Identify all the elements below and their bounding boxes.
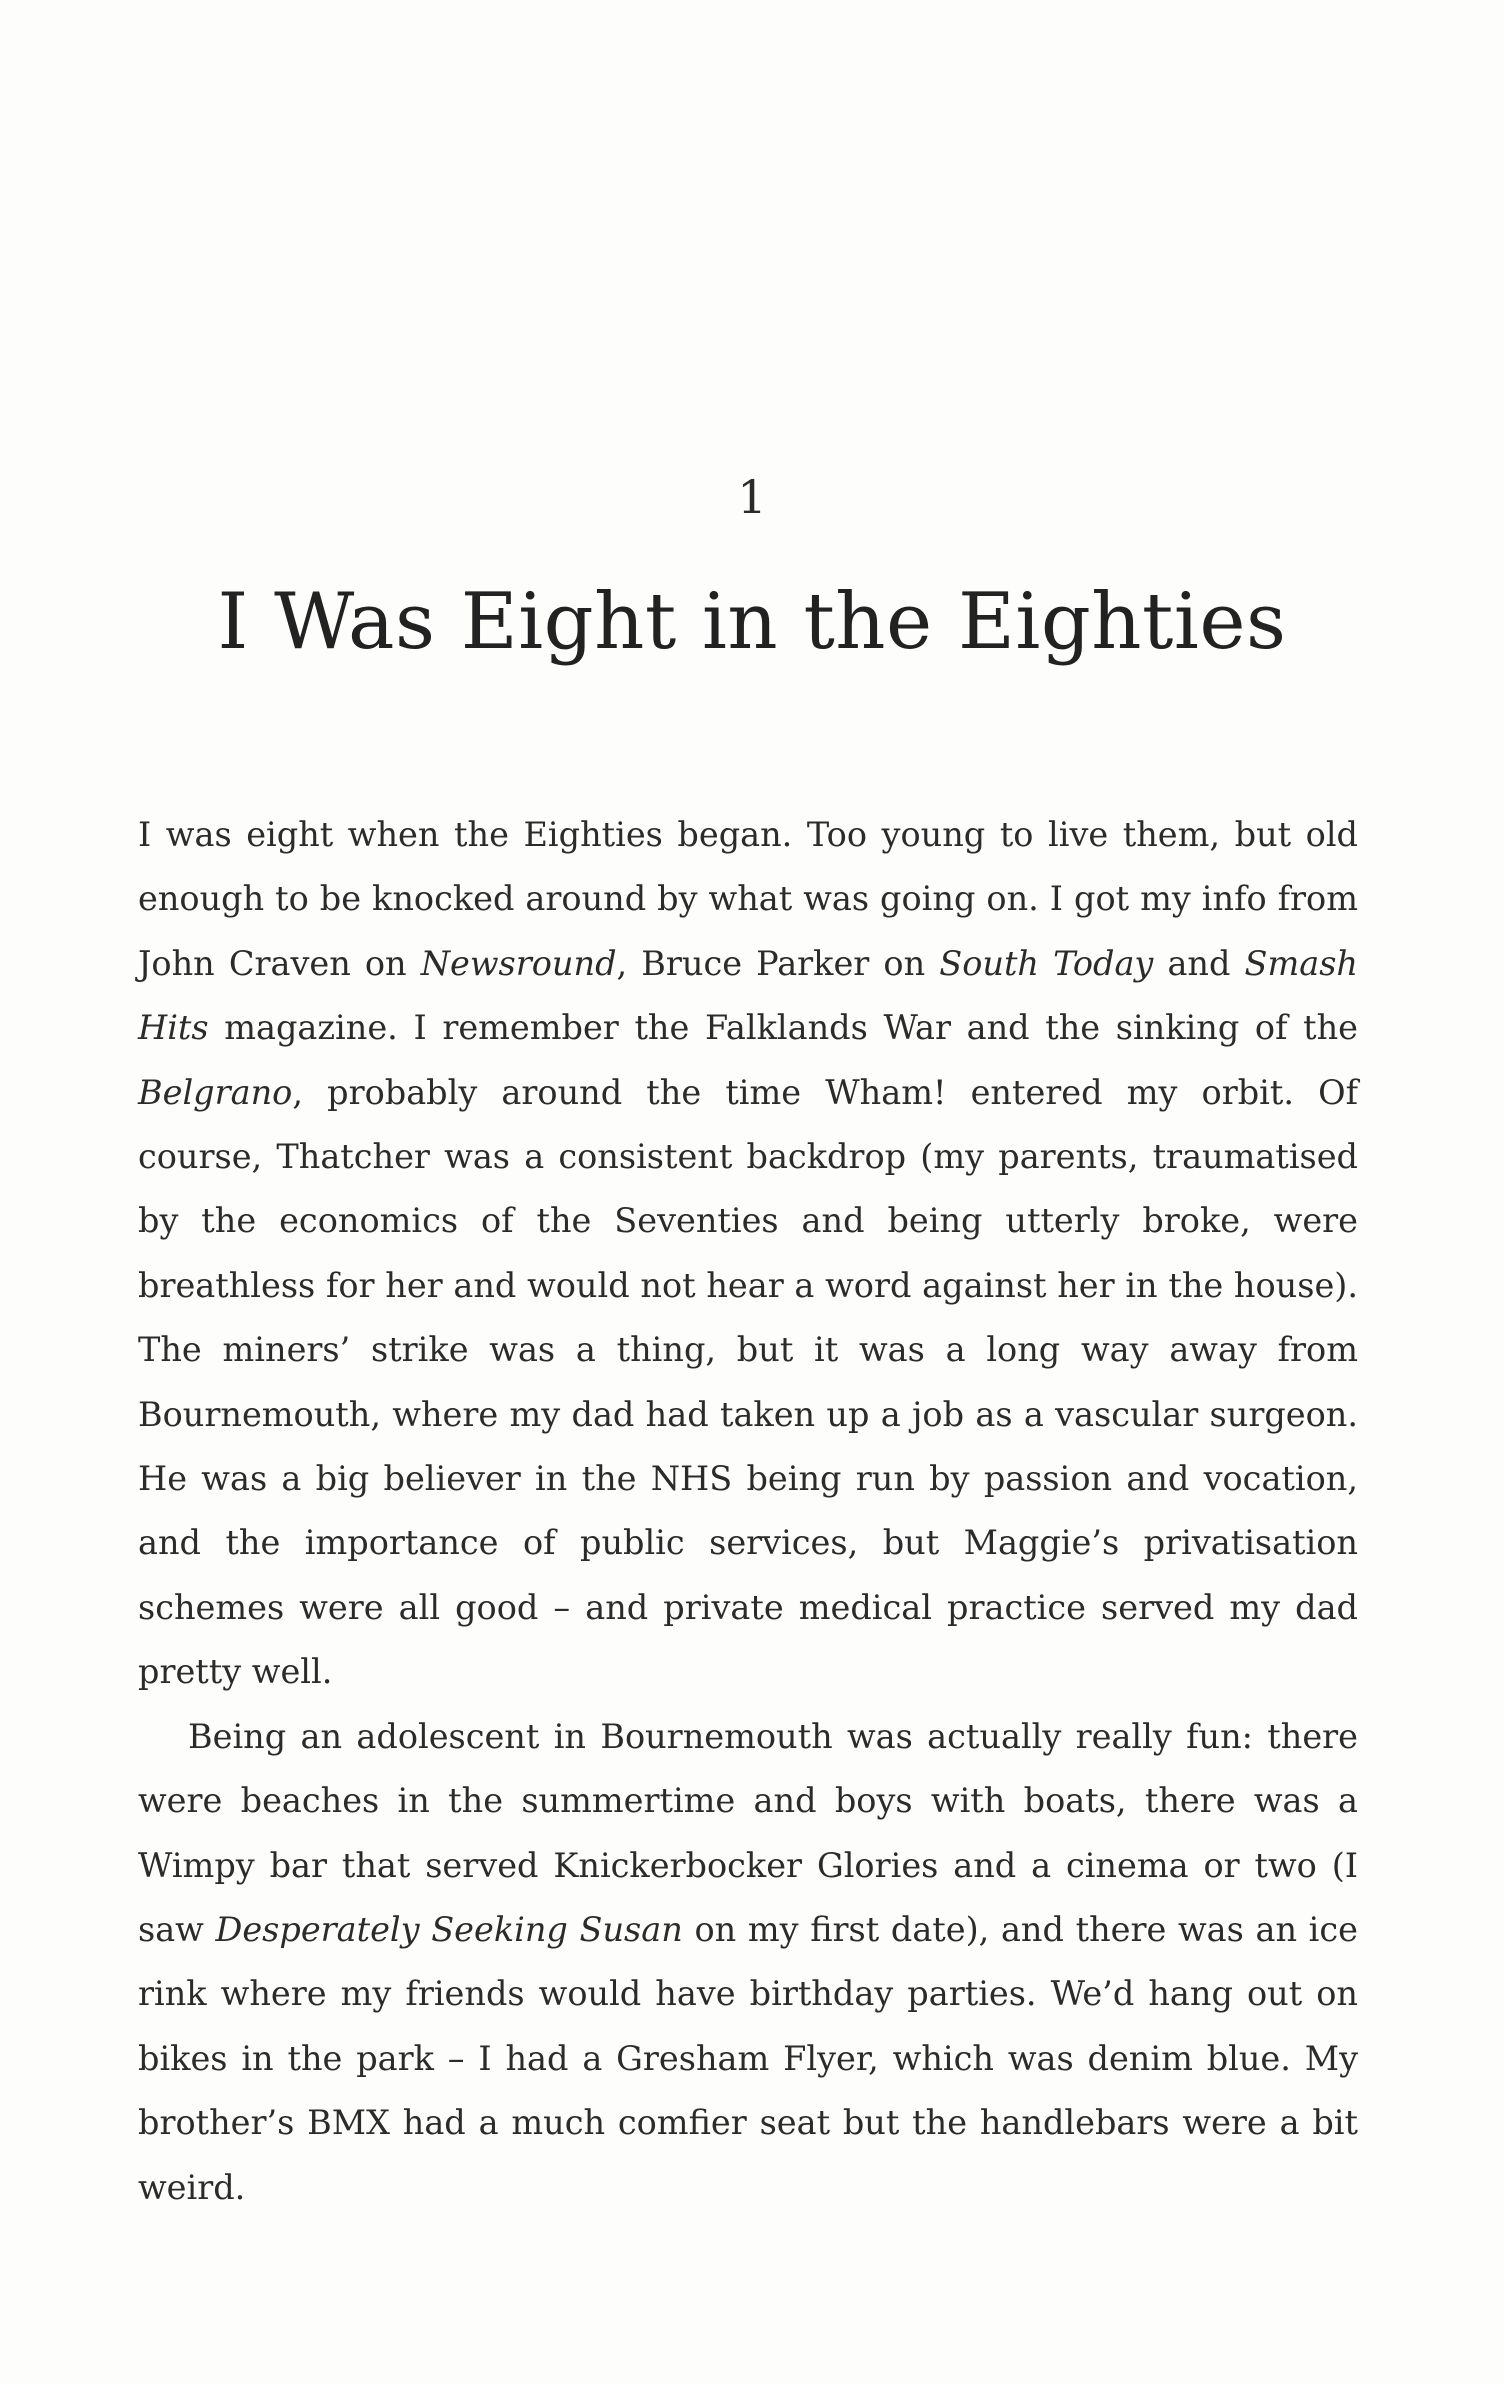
chapter-body <box>138 803 1358 2220</box>
paragraph-1-text: magazine. I remember the Falklands War and the sinking of the <box>208 1008 1358 1048</box>
italic-smash-hits: Smash Hits <box>138 943 1359 1048</box>
italic-desperately-seeking-susan: Desperately Seeking Susan <box>215 1909 683 1949</box>
paragraph-1-text: and <box>1153 943 1245 983</box>
chapter-number: 1 <box>737 470 767 524</box>
italic-south-today: South Today <box>939 943 1154 983</box>
paragraph-1-text: , Bruce Parker on <box>616 943 940 983</box>
paragraph-2-text: Being an adolescent in Bournemouth was actually really fun: there were beaches in the summertime and boys with boats, there was a Wimpy bar that served Knickerbocker Glories and a cinema or two (I saw <box>138 1716 1358 1949</box>
paragraph-1-text: I was eight when the Eighties began. Too young to live them, but old enough to be knocked around by what was going on. I got my info from John Craven on <box>138 815 1358 983</box>
italic-belgrano: Belgrano <box>138 1072 293 1112</box>
paragraph-2-text: on my first date), and there was an ice rink where my friends would have birthday parties. We’d hang out on bikes in the park – I had a Gresham Flyer, which was denim blue. My brother’s BMX had a much comfier seat but the handlebars were a bit weird. <box>138 1909 1358 2207</box>
chapter-title: I Was Eight in the Eighties <box>217 577 1287 667</box>
paragraph-1-text: , probably around the time Wham! entered my orbit. Of course, Thatcher was a consistent backdrop (my parents, traumatised by the economics of the Seventies and being utterly broke, were breathless for her and would not hear a word against her in the house). The miners’ strike was a thing, but it was a long way away from Bournemouth, where my dad had taken up a job as a vascular surgeon. He was a big believer in the NHS being run by passion and vocation, and the importance of public services, but Maggie’s privatisation schemes were all good – and private medical practice served my dad pretty well. <box>138 1072 1358 1692</box>
paragraph-2 <box>138 1705 1358 2220</box>
italic-newsround: Newsround <box>420 943 617 983</box>
paragraph-1 <box>138 803 1358 1705</box>
